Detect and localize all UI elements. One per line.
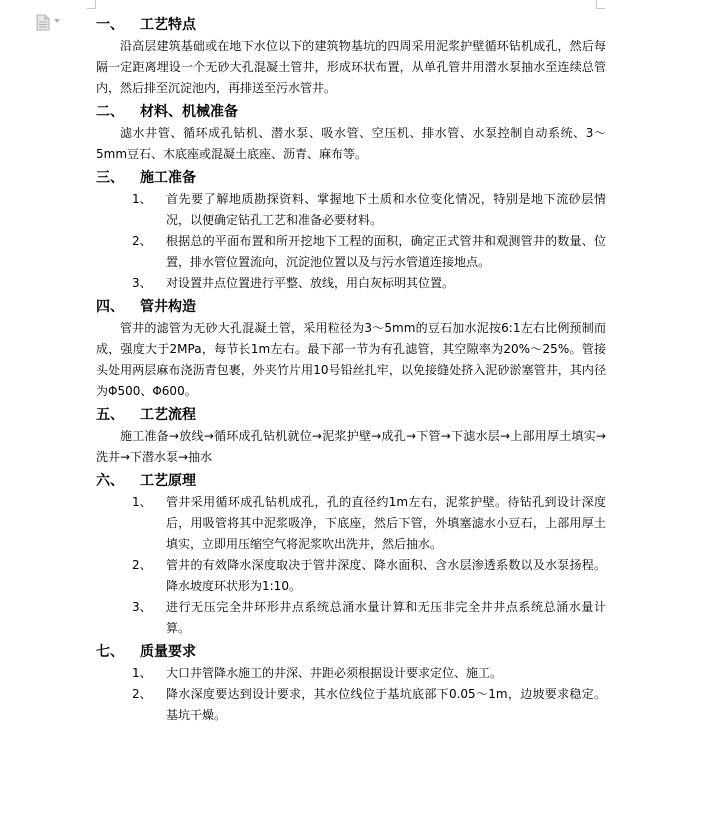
section-paragraph: 沿高层建筑基础或在地下水位以下的建筑物基坑的四周采用泥浆护壁循环钻机成孔，然后每隔一定距离埋设一个无砂大孔混凝土管井，形成环状布置，从单孔管井用潜水泵抽水至连续总管内，然后排至沉淀池内，再排送至污水管井。 (96, 39, 606, 95)
section-number: 三、 (96, 170, 124, 186)
section-title: 质量要求 (140, 644, 196, 660)
list-number: 1、 (132, 192, 152, 206)
list-number: 2、 (132, 558, 152, 572)
section-heading-7 (96, 641, 606, 663)
chevron-down-icon[interactable] (54, 19, 60, 23)
section-number: 二、 (96, 104, 124, 120)
list-item (96, 492, 606, 555)
section-number: 五、 (96, 407, 124, 423)
section-title: 施工准备 (140, 170, 196, 186)
section-paragraph: 管井的滤管为无砂大孔混凝土管，采用粒径为3～5mm的豆石加水泥按6:1左右比例预制而成，强度大于2MPa，每节长1m左右。最下部一节为有孔滤管，其空隙率为20%～25%。管接头处用两层麻布浇沥青包裹，外夹竹片用10号铅丝扎牢，以免接缝处挤入泥砂淤塞管井，其内径为Φ500、Φ600。 (96, 321, 606, 398)
section-heading-2 (96, 101, 606, 123)
section-heading-3 (96, 167, 606, 189)
list-item (96, 189, 606, 231)
section-number: 一、 (96, 17, 124, 33)
list-number: 3、 (132, 600, 152, 614)
section-heading-6 (96, 470, 606, 492)
section-number: 四、 (96, 299, 124, 315)
list-item (96, 273, 606, 294)
section-title: 管井构造 (140, 299, 196, 315)
section-heading-5 (96, 404, 606, 426)
document-content (96, 14, 606, 726)
list-text: 大口井管降水施工的井深、井距必须根据设计要求定位、施工。 (166, 666, 503, 680)
list-text: 进行无压完全井环形井点系统总涌水量计算和无压非完全井井点系统总涌水量计算。 (166, 600, 606, 635)
list-text: 根据总的平面布置和所开挖地下工程的面积，确定正式管井和观测管井的数量、位置，排水管位置流向，沉淀池位置以及与污水管道连接地点。 (166, 234, 606, 269)
section-heading-1 (96, 14, 606, 36)
page-corner-mark-right (596, 0, 605, 9)
section-title: 工艺原理 (140, 473, 196, 489)
section-title: 工艺流程 (140, 407, 196, 423)
list-text: 管井的有效降水深度取决于管井深度、降水面积、含水层渗透系数以及水泵扬程。降水坡度环状形为1:10。 (166, 558, 606, 593)
section-paragraph: 施工准备→放线→循环成孔钻机就位→泥浆护壁→成孔→下管→下滤水层→上部用厚土填实→洗井→下潜水泵→抽水 (96, 429, 606, 464)
list-number: 1、 (132, 495, 152, 509)
page-corner-mark-left (87, 0, 96, 9)
list-number: 3、 (132, 276, 152, 290)
document-icon[interactable] (36, 14, 50, 31)
list-text: 降水深度要达到设计要求，其水位线位于基坑底部下0.05～1m，边坡要求稳定。基坑干燥。 (166, 687, 606, 722)
section-title: 工艺特点 (140, 17, 196, 33)
section-number: 七、 (96, 644, 124, 660)
list-number: 2、 (132, 234, 152, 248)
list-number: 2、 (132, 687, 152, 701)
section-title: 材料、机械准备 (140, 104, 238, 120)
list-item (96, 231, 606, 273)
section-number: 六、 (96, 473, 124, 489)
list-item (96, 597, 606, 639)
list-number: 1、 (132, 666, 152, 680)
section-heading-4 (96, 296, 606, 318)
list-text: 管井采用循环成孔钻机成孔，孔的直径约1m左右，泥浆护壁。待钻孔到设计深度后，用吸管将其中泥浆吸净，下底座，然后下管，外填塞滤水小豆石，上部用厚土填实，立即用压缩空气将泥浆吹出洗井，然后抽水。 (166, 495, 606, 551)
list-item (96, 663, 606, 684)
section-paragraph: 滤水井管、循环成孔钻机、潜水泵、吸水管、空压机、排水管、水泵控制自动系统、3～5mm豆石、木底座或混凝土底座、沥青、麻布等。 (96, 126, 606, 161)
list-text: 对设置井点位置进行平整、放线，用白灰标明其位置。 (166, 276, 455, 290)
list-item (96, 684, 606, 726)
list-text: 首先要了解地质勘探资料、掌握地下土质和水位变化情况，特别是地下流砂层情况，以便确定钻孔工艺和准备必要材料。 (166, 192, 606, 227)
list-item (96, 555, 606, 597)
